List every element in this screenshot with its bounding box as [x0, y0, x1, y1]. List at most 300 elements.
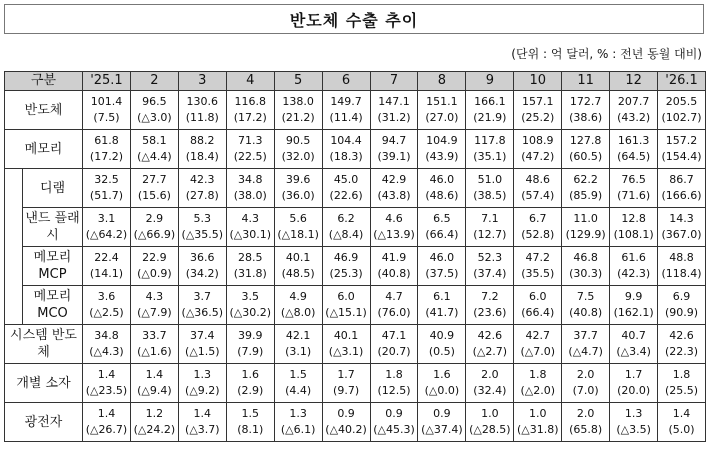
data-cell [274, 403, 322, 442]
export-value: 61.8 [94, 134, 119, 147]
yoy-change: (37.4) [473, 267, 507, 280]
export-value: 46.8 [573, 251, 598, 264]
data-cell [658, 208, 706, 247]
header-cell: '26.1 [658, 72, 706, 91]
data-cell [658, 286, 706, 325]
export-value: 27.7 [142, 173, 167, 186]
table-row [5, 364, 706, 403]
data-cell [83, 208, 131, 247]
export-value: 28.5 [237, 251, 263, 264]
table-row [5, 403, 706, 442]
export-value: 45.0 [333, 173, 359, 186]
row-label: 낸드 플래시 [23, 208, 83, 247]
data-cell [514, 286, 562, 325]
data-cell [178, 208, 226, 247]
header-cell: 9 [466, 72, 514, 91]
yoy-change: (14.1) [89, 267, 123, 280]
indent-spacer [5, 208, 23, 247]
data-cell [418, 286, 466, 325]
yoy-change: (31.2) [377, 111, 411, 124]
export-value: 40.9 [429, 329, 455, 342]
data-cell [178, 247, 226, 286]
table-row [5, 169, 706, 208]
data-cell [226, 247, 274, 286]
data-cell [658, 130, 706, 169]
export-value: 37.4 [190, 329, 215, 342]
yoy-change: (△4.3) [89, 345, 124, 358]
export-value: 1.7 [337, 368, 355, 381]
export-value: 157.2 [665, 134, 698, 147]
data-cell [370, 403, 418, 442]
export-value: 96.5 [142, 95, 167, 108]
export-value: 51.0 [477, 173, 503, 186]
yoy-change: (△24.2) [133, 423, 176, 436]
data-cell [83, 247, 131, 286]
yoy-change: (△3.7) [185, 423, 220, 436]
header-cell: 12 [610, 72, 658, 91]
export-value: 1.0 [481, 407, 499, 420]
data-cell [562, 130, 610, 169]
export-value: 34.8 [94, 329, 119, 342]
yoy-change: (17.2) [233, 111, 267, 124]
export-value: 14.3 [669, 212, 694, 225]
export-value: 3.1 [97, 212, 116, 225]
export-value: 41.9 [381, 251, 407, 264]
yoy-change: (25.3) [329, 267, 363, 280]
export-value: 172.7 [569, 95, 602, 108]
data-cell [370, 364, 418, 403]
yoy-change: (52.8) [521, 228, 555, 241]
row-label: 광전자 [5, 403, 83, 442]
data-cell [610, 208, 658, 247]
yoy-change: (18.4) [185, 150, 219, 163]
yoy-change: (4.4) [285, 384, 312, 397]
yoy-change: (23.6) [473, 306, 507, 319]
data-cell [130, 91, 178, 130]
export-value: 1.8 [385, 368, 403, 381]
yoy-change: (162.1) [613, 306, 654, 319]
yoy-change: (108.1) [613, 228, 654, 241]
export-value: 3.6 [97, 290, 116, 303]
export-value: 94.7 [381, 134, 407, 147]
yoy-change: (△2.7) [472, 345, 508, 358]
header-cell: 2 [130, 72, 178, 91]
export-value: 46.0 [429, 173, 455, 186]
yoy-change: (△1.5) [185, 345, 220, 358]
export-value: 1.6 [433, 368, 451, 381]
table-row [5, 286, 706, 325]
page-title: 반도체 수출 추이 [289, 10, 419, 30]
yoy-change: (△7.0) [520, 345, 556, 358]
yoy-change: (12.7) [473, 228, 507, 241]
header-cell: 11 [562, 72, 610, 91]
export-value: 108.9 [522, 134, 554, 147]
yoy-change: (△13.9) [373, 228, 415, 241]
data-cell [226, 130, 274, 169]
unit-note: (단위 : 억 달러, % : 전년 동월 대비) [511, 47, 702, 61]
yoy-change: (51.7) [89, 189, 123, 202]
yoy-change: (43.9) [425, 150, 459, 163]
export-value: 116.8 [234, 95, 266, 108]
data-cell [658, 91, 706, 130]
data-cell [514, 403, 562, 442]
export-value: 2.0 [576, 407, 595, 420]
yoy-change: (△66.9) [133, 228, 176, 241]
data-cell [658, 169, 706, 208]
data-cell [226, 169, 274, 208]
row-label: 메모리 MCP [23, 247, 83, 286]
data-cell [83, 403, 131, 442]
yoy-change: (△9.2) [185, 384, 220, 397]
export-value: 1.5 [289, 368, 307, 381]
data-cell [274, 169, 322, 208]
data-cell [178, 403, 226, 442]
export-value: 0.9 [385, 407, 403, 420]
yoy-change: (7.5) [93, 111, 120, 124]
export-value: 34.8 [237, 173, 263, 186]
header-cell: '25.1 [83, 72, 131, 91]
yoy-change: (△3.5) [616, 423, 651, 436]
export-value: 52.3 [477, 251, 503, 264]
export-value: 6.9 [672, 290, 691, 303]
yoy-change: (22.3) [664, 345, 699, 358]
row-label: 메모리 [5, 130, 83, 169]
export-value: 39.6 [285, 173, 311, 186]
data-cell [514, 364, 562, 403]
yoy-change: (166.6) [661, 189, 702, 202]
yoy-change: (22.6) [329, 189, 363, 202]
export-value: 42.1 [285, 329, 311, 342]
data-cell [226, 325, 274, 364]
data-cell [418, 169, 466, 208]
export-value: 1.4 [672, 407, 691, 420]
yoy-change: (△7.9) [137, 306, 172, 319]
export-value: 6.7 [529, 212, 547, 225]
row-label: 시스템 반도체 [5, 325, 83, 364]
yoy-change: (2.9) [237, 384, 264, 397]
data-cell [178, 91, 226, 130]
data-cell [418, 130, 466, 169]
data-cell [418, 247, 466, 286]
export-value: 4.9 [289, 290, 307, 303]
export-value: 47.1 [381, 329, 407, 342]
export-value: 5.6 [289, 212, 307, 225]
yoy-change: (32.4) [473, 384, 507, 397]
yoy-change: (15.6) [137, 189, 171, 202]
yoy-change: (18.3) [329, 150, 363, 163]
yoy-change: (65.8) [569, 423, 603, 436]
header-cell: 8 [418, 72, 466, 91]
export-value: 1.6 [241, 368, 259, 381]
data-cell [562, 91, 610, 130]
export-value: 6.5 [433, 212, 451, 225]
data-cell [322, 169, 370, 208]
yoy-change: (11.8) [185, 111, 219, 124]
yoy-change: (37.5) [425, 267, 459, 280]
yoy-change: (11.4) [329, 111, 363, 124]
row-label: 메모리 MCO [23, 286, 83, 325]
export-value: 42.3 [190, 173, 215, 186]
yoy-change: (76.0) [377, 306, 411, 319]
header-cell: 3 [178, 72, 226, 91]
data-cell [83, 130, 131, 169]
data-cell [466, 325, 514, 364]
export-value: 1.3 [289, 407, 307, 420]
data-cell [178, 364, 226, 403]
data-cell [274, 364, 322, 403]
export-value: 1.4 [145, 368, 164, 381]
export-value: 42.6 [669, 329, 694, 342]
export-value: 36.6 [190, 251, 215, 264]
export-value: 1.4 [193, 407, 212, 420]
data-cell [370, 91, 418, 130]
yoy-change: (25.5) [664, 384, 699, 397]
data-cell [514, 169, 562, 208]
data-cell [83, 91, 131, 130]
yoy-change: (31.8) [233, 267, 267, 280]
yoy-change: (12.5) [377, 384, 411, 397]
yoy-change: (△28.5) [469, 423, 511, 436]
yoy-change: (△31.8) [516, 423, 559, 436]
export-value: 130.6 [186, 95, 219, 108]
export-value: 33.7 [142, 329, 167, 342]
export-value: 58.1 [142, 134, 167, 147]
table-row [5, 325, 706, 364]
export-value: 47.2 [525, 251, 550, 264]
yoy-change: (7.0) [572, 384, 599, 397]
export-value: 0.9 [433, 407, 451, 420]
data-cell [610, 364, 658, 403]
data-cell [274, 286, 322, 325]
data-cell [466, 403, 514, 442]
yoy-change: (20.0) [617, 384, 651, 397]
header-cell: 6 [322, 72, 370, 91]
row-label: 개별 소자 [5, 364, 83, 403]
yoy-change: (△4.4) [137, 150, 172, 163]
export-value: 6.2 [337, 212, 355, 225]
data-cell [418, 403, 466, 442]
yoy-change: (3.1) [285, 345, 312, 358]
data-cell [514, 325, 562, 364]
yoy-change: (△26.7) [85, 423, 128, 436]
yoy-change: (71.6) [617, 189, 651, 202]
export-value: 76.5 [621, 173, 646, 186]
yoy-change: (△30.2) [229, 306, 271, 319]
table-row [5, 208, 706, 247]
yoy-change: (129.9) [565, 228, 606, 241]
data-cell [130, 247, 178, 286]
yoy-change: (118.4) [661, 267, 702, 280]
yoy-change: (△8.0) [280, 306, 316, 319]
yoy-change: (66.4) [425, 228, 459, 241]
export-value: 161.3 [617, 134, 650, 147]
yoy-change: (27.8) [185, 189, 219, 202]
header-cell: 5 [274, 72, 322, 91]
data-cell [418, 208, 466, 247]
yoy-change: (85.9) [569, 189, 603, 202]
yoy-change: (0.5) [428, 345, 455, 358]
export-value: 0.9 [337, 407, 355, 420]
export-value: 127.8 [569, 134, 602, 147]
yoy-change: (△1.6) [137, 345, 172, 358]
export-value: 48.8 [669, 251, 694, 264]
data-cell [466, 286, 514, 325]
data-cell [658, 247, 706, 286]
data-cell [658, 403, 706, 442]
data-cell [418, 91, 466, 130]
export-value: 101.4 [90, 95, 123, 108]
data-cell [83, 169, 131, 208]
data-cell [226, 91, 274, 130]
yoy-change: (21.9) [473, 111, 507, 124]
export-value: 71.3 [237, 134, 263, 147]
data-cell [226, 403, 274, 442]
yoy-change: (△40.2) [325, 423, 367, 436]
export-value: 6.0 [337, 290, 355, 303]
header-row [5, 72, 706, 91]
export-value: 32.5 [94, 173, 119, 186]
data-cell [610, 325, 658, 364]
export-value: 7.2 [481, 290, 499, 303]
data-cell [322, 247, 370, 286]
data-cell [322, 364, 370, 403]
data-cell [466, 130, 514, 169]
table-row [5, 130, 706, 169]
data-cell [562, 286, 610, 325]
yoy-change: (△9.4) [137, 384, 172, 397]
data-cell [322, 130, 370, 169]
data-cell [562, 247, 610, 286]
yoy-change: (△64.2) [85, 228, 128, 241]
yoy-change: (36.0) [281, 189, 315, 202]
data-cell [130, 286, 178, 325]
export-value: 205.5 [665, 95, 698, 108]
data-cell [178, 130, 226, 169]
yoy-change: (△35.5) [181, 228, 224, 241]
export-value: 1.3 [193, 368, 212, 381]
header-cell: 4 [226, 72, 274, 91]
export-value: 1.3 [624, 407, 643, 420]
yoy-change: (35.1) [473, 150, 507, 163]
data-cell [274, 325, 322, 364]
export-value: 104.9 [426, 134, 458, 147]
export-value: 7.5 [576, 290, 595, 303]
header-cell: 7 [370, 72, 418, 91]
data-cell [610, 130, 658, 169]
export-value: 166.1 [474, 95, 506, 108]
yoy-change: (△3.0) [137, 111, 172, 124]
data-cell [466, 208, 514, 247]
yoy-change: (△15.1) [325, 306, 367, 319]
yoy-change: (40.8) [377, 267, 411, 280]
data-cell [562, 325, 610, 364]
export-value: 4.6 [385, 212, 403, 225]
header-cell: 구분 [5, 72, 83, 91]
data-cell [610, 169, 658, 208]
data-cell [562, 364, 610, 403]
yoy-change: (30.3) [569, 267, 603, 280]
data-cell [322, 208, 370, 247]
export-value: 149.7 [330, 95, 362, 108]
data-cell [610, 247, 658, 286]
export-value: 1.7 [624, 368, 643, 381]
yoy-change: (7.9) [237, 345, 264, 358]
yoy-change: (90.9) [664, 306, 699, 319]
yoy-change: (38.0) [233, 189, 267, 202]
data-cell [130, 364, 178, 403]
row-label: 디램 [23, 169, 83, 208]
data-cell [274, 208, 322, 247]
yoy-change: (△3.4) [616, 345, 651, 358]
export-value: 88.2 [190, 134, 215, 147]
data-cell [610, 91, 658, 130]
yoy-change: (39.1) [377, 150, 411, 163]
data-cell [130, 130, 178, 169]
yoy-change: (20.7) [377, 345, 411, 358]
indent-spacer [5, 247, 23, 286]
yoy-change: (△2.5) [89, 306, 124, 319]
yoy-change: (43.8) [377, 189, 411, 202]
data-cell [370, 286, 418, 325]
data-cell [658, 364, 706, 403]
data-cell [322, 286, 370, 325]
yoy-change: (△37.4) [421, 423, 463, 436]
export-value: 11.0 [573, 212, 598, 225]
data-cell [130, 169, 178, 208]
yoy-change: (57.4) [521, 189, 555, 202]
yoy-change: (△6.1) [280, 423, 316, 436]
data-cell [370, 325, 418, 364]
export-value: 62.2 [573, 173, 598, 186]
yoy-change: (△36.5) [181, 306, 224, 319]
yoy-change: (64.5) [617, 150, 651, 163]
data-cell [226, 208, 274, 247]
export-value: 147.1 [378, 95, 410, 108]
data-cell [610, 403, 658, 442]
data-cell [83, 364, 131, 403]
export-value: 4.3 [241, 212, 259, 225]
data-cell [562, 403, 610, 442]
export-value: 2.0 [576, 368, 595, 381]
data-cell [370, 208, 418, 247]
export-value: 40.7 [621, 329, 646, 342]
yoy-change: (22.5) [233, 150, 267, 163]
data-cell [466, 364, 514, 403]
yoy-change: (41.7) [425, 306, 459, 319]
data-cell [514, 247, 562, 286]
export-value: 22.9 [142, 251, 167, 264]
data-cell [226, 286, 274, 325]
yoy-change: (21.2) [281, 111, 315, 124]
data-cell [130, 325, 178, 364]
yoy-change: (154.4) [661, 150, 702, 163]
yoy-change: (△2.0) [520, 384, 556, 397]
export-value: 40.1 [333, 329, 359, 342]
yoy-change: (9.7) [333, 384, 360, 397]
data-cell [658, 325, 706, 364]
yoy-change: (367.0) [661, 228, 702, 241]
export-value: 1.4 [97, 368, 116, 381]
data-cell [370, 130, 418, 169]
data-cell [466, 169, 514, 208]
export-value: 42.6 [477, 329, 503, 342]
export-value: 37.7 [573, 329, 598, 342]
export-value: 3.5 [241, 290, 259, 303]
export-value: 207.7 [617, 95, 650, 108]
data-cell [610, 286, 658, 325]
export-value: 4.7 [385, 290, 403, 303]
data-cell [418, 325, 466, 364]
